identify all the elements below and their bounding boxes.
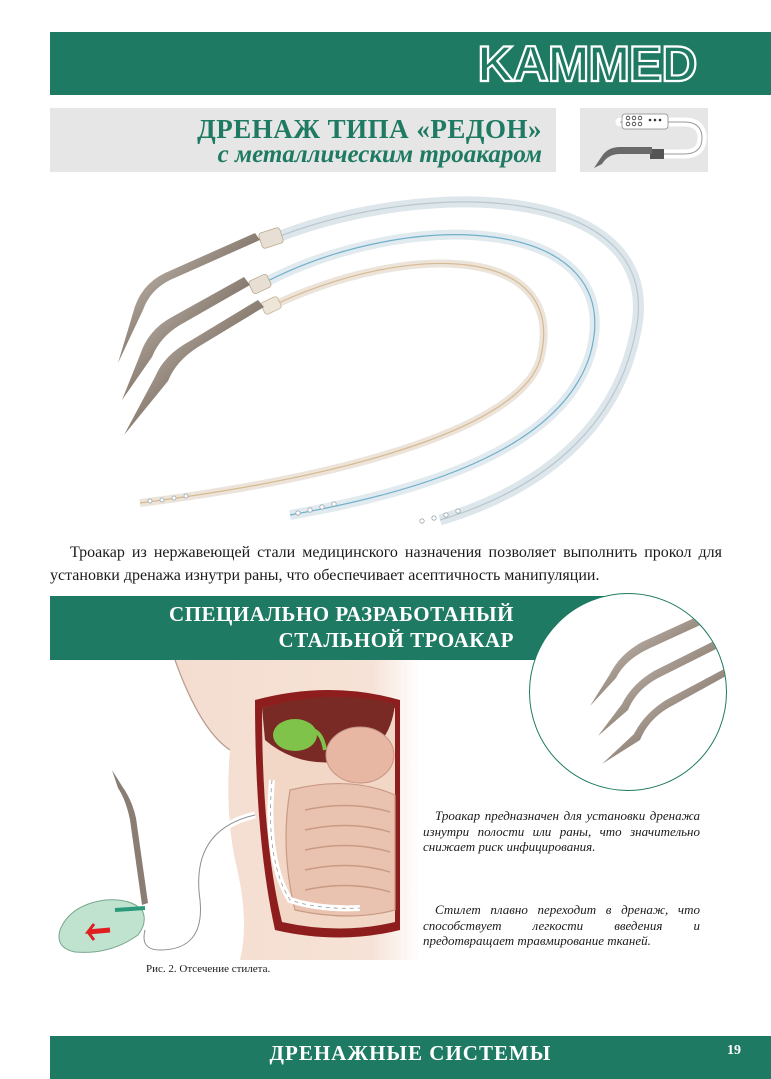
page-title: ДРЕНАЖ ТИПА «РЕДОН» [197,114,542,144]
footer-band [50,1036,771,1079]
trocar-tips-icon [530,594,726,790]
trocar-description: Троакар предназначен для установки дренажа изнутри полости или раны, что значительно снижает риск инфицирования. [423,808,700,854]
figure-caption: Рис. 2. Отсечение стилета. [146,963,271,975]
trocar-thumbnail-icon [580,108,708,172]
page-subtitle: с металлическим троакаром [217,141,542,168]
trocar-tips-circle [529,593,727,791]
redon-drains-illustration [110,185,670,545]
section-title [169,601,514,653]
stylet-description: Стилет плавно переходит в дренаж, что способствует легкости введения и предотвращает травмирование тканей. [423,902,700,948]
trocar-thumbnail [580,108,708,172]
page-number: 19 [727,1043,741,1058]
section-title-line2: СТАЛЬНОЙ ТРОАКАР [278,628,514,652]
intro-paragraph: Троакар из нержавеющей стали медицинского назначения позволяет выполнить прокол для установки дренажа изнутри раны, что обеспечивает асептичность манипуляции. [50,544,722,584]
anatomy-illustration [50,660,420,980]
title-box [50,108,556,172]
logo-text: KAMMED [477,40,697,88]
footer-title: ДРЕНАЖНЫЕ СИСТЕМЫ [269,1041,552,1065]
section-title-line1: СПЕЦИАЛЬНО РАЗРАБОТАНЫЙ [169,602,514,626]
kammed-logo [450,40,725,88]
